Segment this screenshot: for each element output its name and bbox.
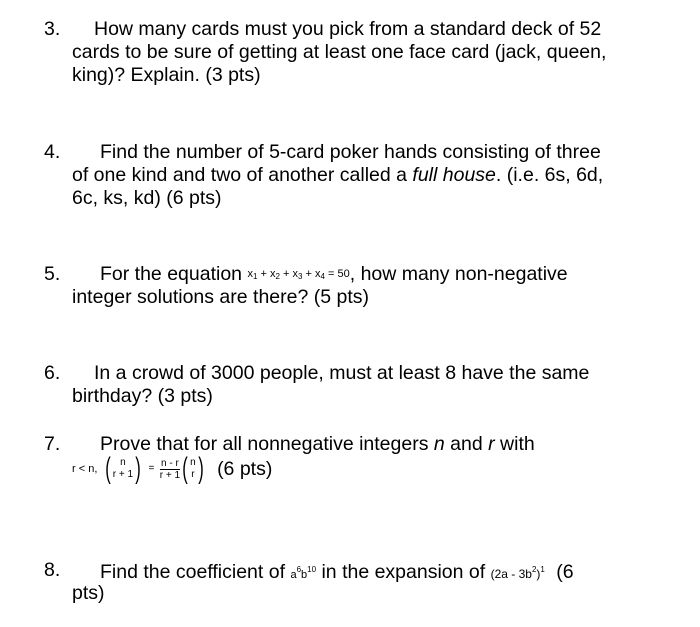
fraction: $\frac{n - r}{r + 1}$ xyxy=(159,457,181,481)
term: $a^6b^{10}$ xyxy=(290,565,317,581)
question-text: Prove that for all nonnegative integers n and r with xyxy=(100,433,535,455)
equation: $x_1 + x_2 + x_3 + x_4 = 50$ xyxy=(247,268,350,281)
question-text: of one kind and two of another called a full house. (i.e. 6s, 6d, xyxy=(72,164,604,186)
question-text: integer solutions are there? (5 pts) xyxy=(72,286,369,308)
question-number: 8. xyxy=(44,559,61,581)
question-text: cards to be sure of getting at least one face card (jack, queen, xyxy=(72,41,607,63)
formula xyxy=(72,452,273,497)
binomial: n r xyxy=(190,457,196,480)
question-text: How many cards must you pick from a standard deck of 52 xyxy=(94,18,602,40)
open-paren: ( xyxy=(182,452,188,486)
question-text: Find the coefficient of $a^6b^{10}$ in the expansion of $(2a - 3b^2)^1$ (6 xyxy=(100,561,574,583)
close-paren: ) xyxy=(135,452,141,486)
formula-condition: r < n, xyxy=(72,463,98,475)
binomial: n r + 1 xyxy=(112,457,134,480)
question-number: 7. xyxy=(44,433,61,455)
question-text: birthday? (3 pts) xyxy=(72,385,213,407)
emphasis-term: full house xyxy=(412,164,496,186)
equals-sign: = xyxy=(148,463,155,474)
question-number: 4. xyxy=(44,141,61,163)
expression: $(2a - 3b^2)^1$ xyxy=(490,565,545,581)
question-text: 6c, ks, kd) (6 pts) xyxy=(72,187,222,209)
close-paren: ) xyxy=(197,452,204,486)
points-label: (6 pts) xyxy=(217,458,273,480)
question-number: 5. xyxy=(44,263,61,285)
question-text: Find the number of 5-card poker hands consisting of three xyxy=(100,141,601,163)
question-text: pts) xyxy=(72,582,105,604)
question-text: For the equation $x_1 + x_2 + x_3 + x_4 = 50$, how many non-negative xyxy=(100,263,568,285)
question-number: 6. xyxy=(44,362,61,384)
open-paren: ( xyxy=(105,452,111,486)
question-text: king)? Explain. (3 pts) xyxy=(72,64,261,86)
question-text: In a crowd of 3000 people, must at least 8 have the same xyxy=(94,362,590,384)
question-number: 3. xyxy=(44,18,61,40)
